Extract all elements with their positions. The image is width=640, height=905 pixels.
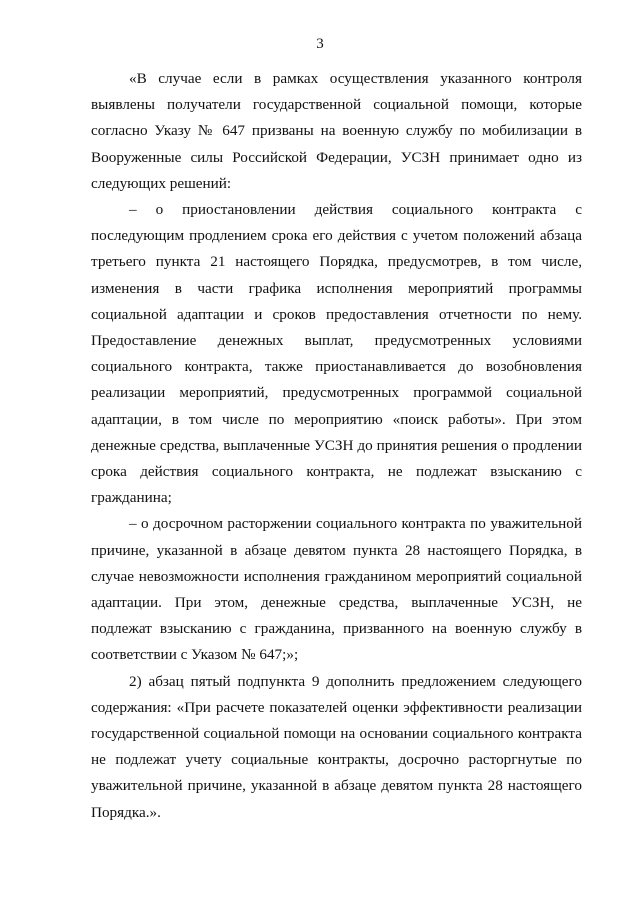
page-number: 3 [316, 36, 324, 52]
paragraph-suspension-decision: – о приостановлении действия социального контракта с последующим продлением срока его действия с учетом положений абзаца третьего пункта 21 настоящего Порядка, предусмотрев, в том числе, изменения в части графика исполнения мероприятий программы социальной адаптации и сроков предоставления отчетности по нему. Предоставление денежных выплат, предусмотренных условиями социального контракта, также приостанавливается до возобновления реализации мероприятий, предусмотренных программой социальной адаптации, в том числе по мероприятию «поиск работы». При этом денежные средства, выплаченные УСЗН до принятия решения о продлении срока действия социального контракта, не подлежат взысканию с гражданина; [91, 201, 582, 507]
document-body [91, 66, 582, 826]
paragraph-amendment-item-2: 2) абзац пятый подпункта 9 дополнить предложением следующего содержания: «При расчете показателей оценки эффективности реализации государственной социальной помощи на основании социального контракта не подлежат учету социальные контракты, досрочно расторгнутые по уважительной причине, указанной в абзаце девятом пункта 28 настоящего Порядка.». [91, 672, 582, 821]
paragraph-intro: «В случае если в рамках осуществления указанного контроля выявлены получатели государственной социальной помощи, которые согласно Указу № 647 призваны на военную службу по мобилизации в Вооруженные силы Российской Федерации, УСЗН принимает одно из следующих решений: [91, 70, 582, 192]
paragraph-termination-decision: – о досрочном расторжении социального контракта по уважительной причине, указанной в абзаце девятом пункта 28 настоящего Порядка, в случае невозможности исполнения гражданином мероприятий социальной адаптации. При этом, денежные средства, выплаченные УСЗН, не подлежат взысканию с гражданина, призванного на военную службу в соответствии с Указом № 647;»; [91, 515, 582, 664]
